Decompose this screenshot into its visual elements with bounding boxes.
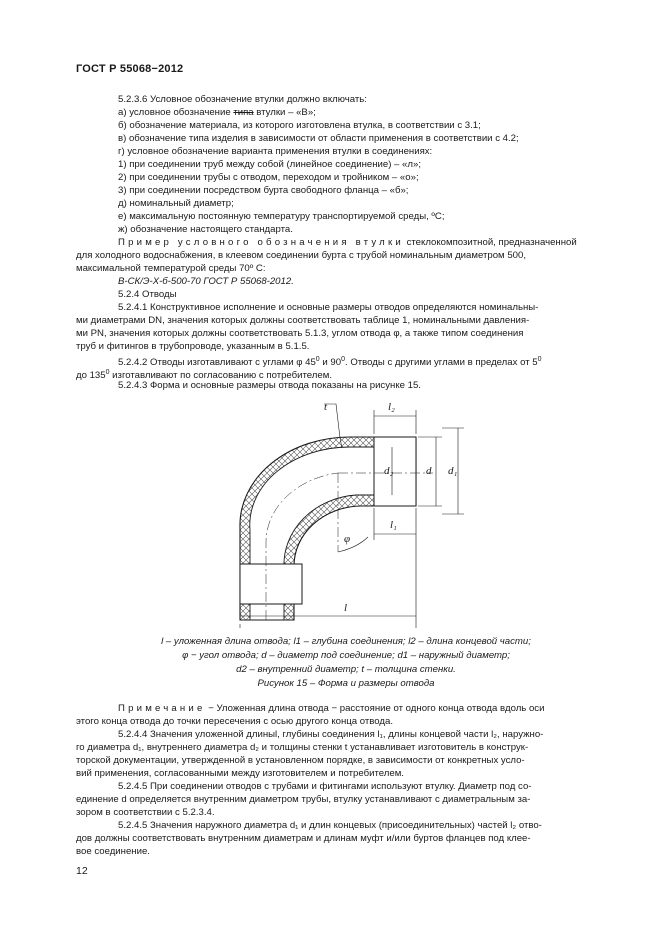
label-l2: l₂ xyxy=(388,401,395,413)
example-line-1 xyxy=(118,237,616,249)
t1: 5.2.4.2 Отводы изготавливают с углами φ 45 xyxy=(118,357,316,369)
document-header: ГОСТ Р 55068−2012 xyxy=(76,63,184,75)
label-l: l xyxy=(344,602,348,614)
caption-line-3: d2 – внутренний диаметр; t – толщина стенки. xyxy=(236,664,456,675)
clause-5-2-4-1-line-1: 5.2.4.1 Конструктивное исполнение и основные размеры отводов определяются номинальны- xyxy=(118,302,539,313)
clause-5-2-4-1-line-3: ми PN, значения которых должны соответствовать 5.1.3, углом отвода φ, а также типом соединения xyxy=(76,328,524,339)
elbow-drawing xyxy=(228,392,488,632)
item-zh: ж) обозначение настоящего стандарта. xyxy=(118,224,293,235)
item-d: д) номинальный диаметр; xyxy=(118,198,234,209)
figure-title: Рисунок 15 – Форма и размеры отвода xyxy=(257,678,435,689)
deg2: 0 xyxy=(341,356,345,363)
t4: до 135 xyxy=(76,370,106,382)
l2-dimension xyxy=(374,410,416,434)
item-g: г) условное обозначение варианта применения втулки в соединениях: xyxy=(118,146,433,157)
label-d1: d₁ xyxy=(448,465,458,477)
note-text-1: − Уложенная длина отвода − расстояние от одного конца отвода вдоль оси xyxy=(205,703,545,714)
t2: и 90 xyxy=(319,357,342,369)
item-a-text-1: а) условное обозначение xyxy=(118,107,234,118)
socket-bottom xyxy=(240,564,302,604)
deg4: 0 xyxy=(105,369,110,376)
caption-line-1: l – уложенная длина отвода; l1 – глубина соединения; l2 – длина концевой части; xyxy=(161,636,531,647)
label-l1: l₁ xyxy=(390,519,397,531)
clause-5-2-4-5-line-2: единение d определяется внутренним диаметром трубы, втулку устанавливают с диаметральным за- xyxy=(76,794,531,805)
clause-5-2-4-4-line-3: торской документации, утвержденной в установленном порядке, в зависимости от конкретных усло- xyxy=(76,755,525,766)
caption-line-2: φ − угол отвода; d – диаметр под соединение; d1 – наружный диаметр; xyxy=(182,650,510,661)
clause-5-2-4-3: 5.2.4.3 Форма и основные размеры отвода показаны на рисунке 15. xyxy=(118,380,421,391)
clause-5-2-4-5b-line-1: 5.2.4.5 Значения наружного диаметра d₁ и длин концевых (присоединительных) частей l₂ отво- xyxy=(118,820,542,831)
clause-5-2-4-5b-line-3: вое соединение. xyxy=(76,846,150,857)
clause-5-2-4-4-line-2: го диаметра d₁, внутреннего диаметра d₂ и толщины стенки t устанавливает изготовитель в конструк- xyxy=(76,742,529,753)
clause-5-2-4-1-line-4: труб и фитингов в трубопроводе, указанным в 5.1.5. xyxy=(76,341,310,352)
label-t: t xyxy=(324,401,328,413)
example-designation: В-СК/Э-Х-б-500-70 ГОСТ Р 55068-2012. xyxy=(118,276,294,287)
section-5-2-4-title: 5.2.4 Отводы xyxy=(118,289,177,300)
clause-5-2-4-1-line-2: ми диаметрами DN, значения которых должны соответствовать таблице 1, номинальными давления- xyxy=(76,315,530,326)
clause-5-2-4-5-line-1: 5.2.4.5 При соединении отводов с трубами и фитингами используют втулку. Диаметр под со- xyxy=(118,781,532,792)
item-a xyxy=(118,107,316,119)
note-line-1 xyxy=(118,703,544,715)
clause-5-2-4-4-line-1: 5.2.4.4 Значения уложенной длиныl, глубины соединения l₁, длины концевой части l₂, наружно- xyxy=(118,729,544,740)
clause-5-2-4-5b-line-2: дов должны соответствовать внутренним диаметрам и длинам муфт и/или буртов фланцев под клее- xyxy=(76,833,531,844)
clause-5-2-3-6: 5.2.3.6 Условное обозначение втулки должно включать: xyxy=(118,94,367,105)
clause-5-2-4-5-line-3: зором в соответствии с 5.2.3.4. xyxy=(76,807,215,818)
example-line-2: для холодного водоснабжения, в клеевом соединении бурта с трубой номинальным диаметром 500, xyxy=(76,250,526,261)
t5: изготавливают по согласованию с потребителем. xyxy=(109,370,333,382)
subitem-3: 3) при соединении посредством бурта свободного фланца – «б»; xyxy=(118,185,409,196)
label-phi: φ xyxy=(344,533,351,545)
note-line-2: этого конца отвода до точки пересечения с осью другого конца отвода. xyxy=(76,716,394,727)
example-line-3: максимальной температурой среды 70º С: xyxy=(76,263,266,274)
example-spaced-heading: Пример условного обозначения втулки xyxy=(118,237,404,248)
item-e: е) максимальную постоянную температуру транспортируемой среды, ºС; xyxy=(118,211,445,222)
deg3: 0 xyxy=(537,356,542,363)
note-heading: Примечание xyxy=(118,703,206,714)
example-line-1-rest: стеклокомпозитной, предназначенной xyxy=(403,237,577,248)
subitem-2: 2) при соединении трубы с отводом, переходом и тройником – «о»; xyxy=(118,172,419,183)
clause-5-2-4-4-line-4: вий применения, согласованными между изготовителем и потребителем. xyxy=(76,768,404,779)
t3: . Отводы с другими углами в пределах от 5 xyxy=(344,357,538,369)
subitem-1: 1) при соединении труб между собой (линейное соединение) – «л»; xyxy=(118,159,421,170)
item-a-struck-word: типа xyxy=(233,107,254,118)
item-v: в) обозначение типа изделия в зависимости от области применения в соответствии с 4.2; xyxy=(118,133,519,144)
label-d: d xyxy=(426,465,432,477)
angle-arc xyxy=(338,537,368,552)
deg1: 0 xyxy=(315,356,320,363)
item-b: б) обозначение материала, из которого изготовлена втулка, в соответствии с 3.1; xyxy=(118,120,481,131)
page-number: 12 xyxy=(76,865,88,877)
item-a-text-2: втулки – «В»; xyxy=(253,107,316,118)
label-d2: d₂ xyxy=(384,465,394,477)
socket-right xyxy=(374,437,416,506)
